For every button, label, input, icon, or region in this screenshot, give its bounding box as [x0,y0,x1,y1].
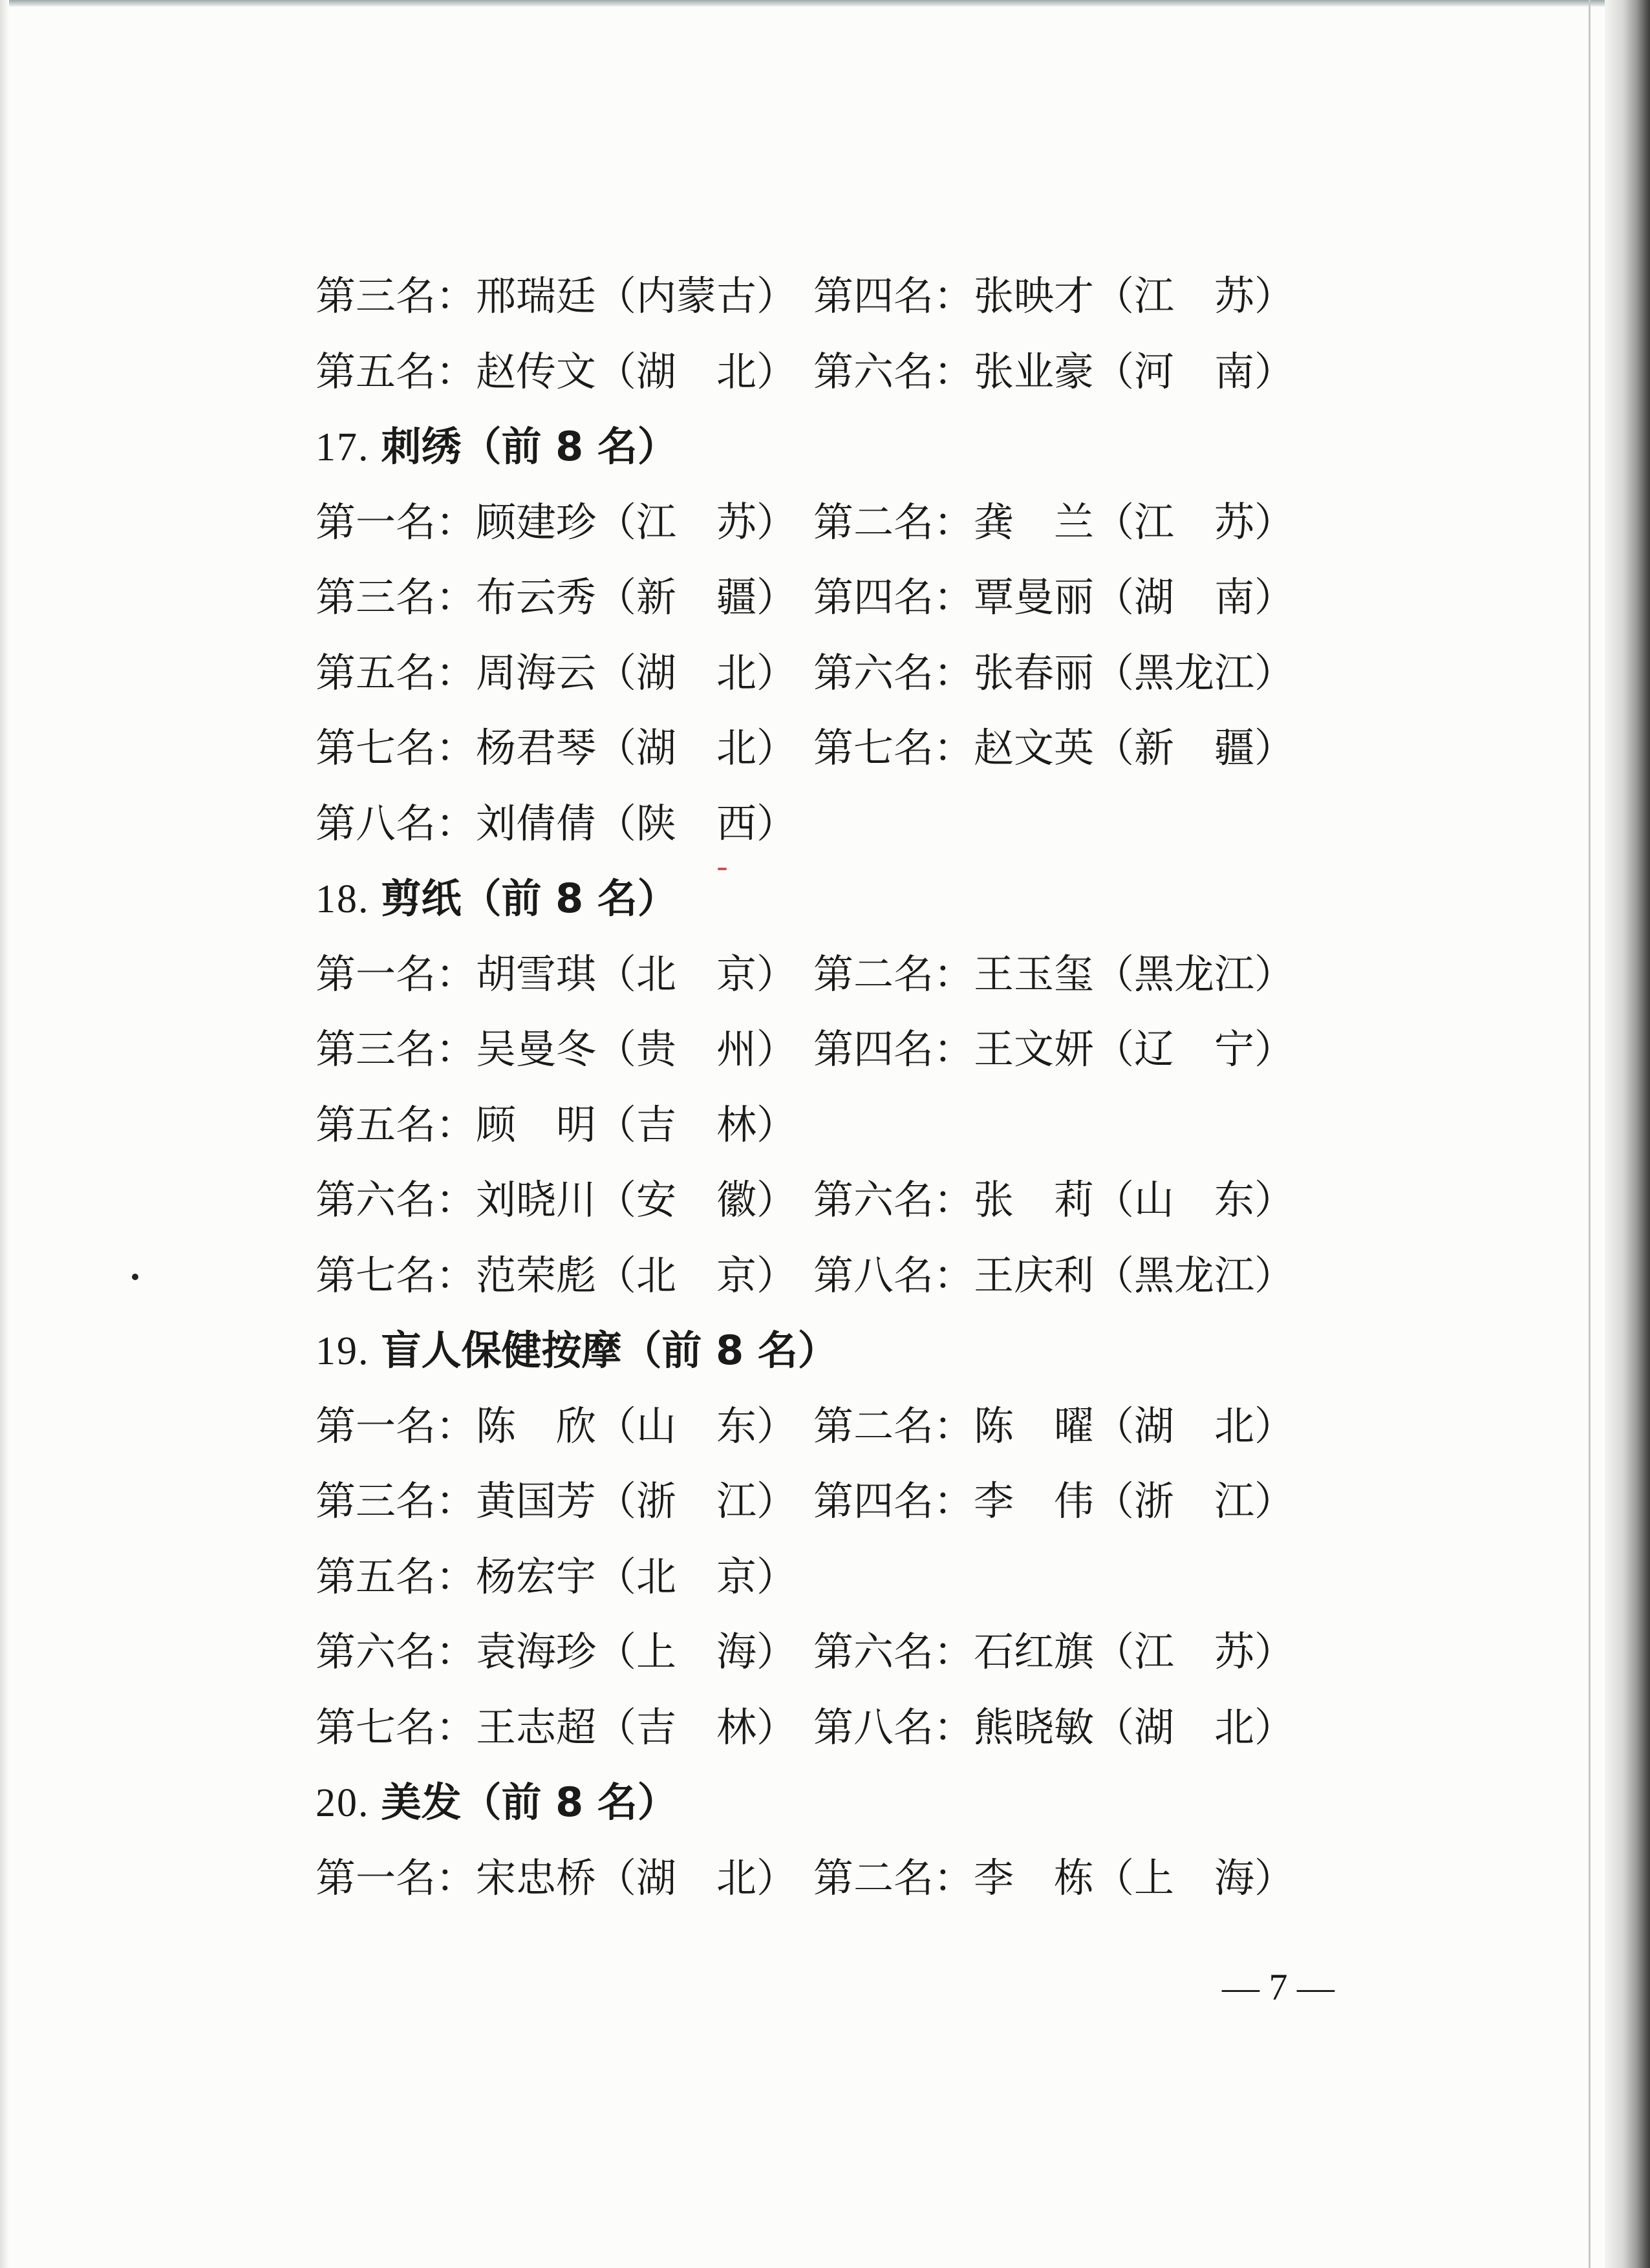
result-entry: 第二名：龚 兰（江 苏） [813,498,1295,546]
result-row [316,1389,1311,1464]
result-entry: 第二名：李 栋（上 海） [813,1854,1295,1901]
result-entry: 第六名：石红旗（江 苏） [813,1628,1295,1675]
section-heading [316,861,1311,937]
result-entry: 第八名：刘倩倩（陕 西） [316,799,797,847]
result-entry: 第二名：陈 曜（湖 北） [813,1402,1295,1450]
result-entry: 第五名：杨宏宇（北 京） [316,1552,797,1600]
result-entry: 第八名：熊晓敏（湖 北） [813,1703,1295,1751]
result-entry: 第三名：布云秀（新 疆） [316,573,797,621]
result-row [316,937,1311,1012]
result-row [316,1614,1311,1690]
result-entry: 第五名：赵传文（湖 北） [316,347,797,395]
section-title: 刺绣（前 8 名） [381,423,678,470]
section-heading [316,1313,1311,1389]
result-entry: 第一名：宋忠桥（湖 北） [316,1854,797,1901]
result-entry: 第七名：杨君琴（湖 北） [316,724,797,771]
result-entry: 第三名：邢瑞廷（内蒙古） [316,272,797,319]
result-row [316,1162,1311,1238]
result-entry: 第六名：张业豪（河 南） [813,347,1295,395]
result-entry: 第四名：覃曼丽（湖 南） [813,573,1295,621]
result-row [316,1012,1311,1087]
result-entry: 第五名：周海云（湖 北） [316,648,797,696]
result-entry: 第七名：范荣彪（北 京） [316,1251,797,1299]
section-title: 盲人保健按摩（前 8 名） [381,1327,838,1374]
result-entry: 第六名：张 莉（山 东） [813,1176,1295,1223]
result-row [316,334,1311,410]
result-entry: 第三名：吴曼冬（贵 州） [316,1025,797,1073]
result-row [316,560,1311,636]
scan-edge-left [0,0,9,2268]
result-row [316,259,1311,334]
result-entry: 第一名：陈 欣（山 东） [316,1402,797,1450]
result-entry: 第六名：张春丽（黑龙江） [813,648,1295,696]
section-heading [316,409,1311,485]
result-row [316,1087,1311,1163]
result-entry: 第二名：王玉玺（黑龙江） [813,950,1295,998]
result-entry: 第四名：张映才（江 苏） [813,272,1295,319]
section-number: 17. [316,425,370,469]
section-number: 19. [316,1329,370,1373]
result-row [316,1841,1311,1916]
section-number: 20. [316,1781,370,1825]
scan-edge-right [1605,0,1650,2268]
result-row [316,485,1311,561]
result-entry: 第一名：顾建珍（江 苏） [316,498,797,546]
result-row [316,1464,1311,1539]
result-entry: 第六名：袁海珍（上 海） [316,1628,797,1675]
scan-edge-line [1589,0,1591,2268]
result-entry: 第五名：顾 明（吉 林） [316,1100,797,1148]
result-row [316,1539,1311,1615]
result-row [316,711,1311,786]
result-row [316,636,1311,711]
result-entry: 第四名：王文妍（辽 宁） [813,1025,1295,1073]
scan-edge-top [0,0,1650,6]
result-row [316,786,1311,862]
section-number: 18. [316,877,370,921]
result-entry: 第四名：李 伟（浙 江） [813,1477,1295,1524]
section-title: 美发（前 8 名） [381,1779,678,1826]
result-row [316,1690,1311,1766]
result-entry: 第八名：王庆利（黑龙江） [813,1251,1295,1299]
section-title: 剪纸（前 8 名） [381,875,678,922]
results-list [316,259,1311,1916]
result-entry: 第六名：刘晓川（安 徽） [316,1176,797,1223]
page-number: — 7 — [1222,1966,1334,2008]
result-entry: 第一名：胡雪琪（北 京） [316,950,797,998]
result-entry: 第七名：王志超（吉 林） [316,1703,797,1751]
scan-speck [718,868,727,870]
result-entry: 第七名：赵文英（新 疆） [813,724,1295,771]
result-row [316,1238,1311,1314]
section-heading [316,1765,1311,1841]
scan-speck [132,1274,138,1280]
result-entry: 第三名：黄国芳（浙 江） [316,1477,797,1524]
